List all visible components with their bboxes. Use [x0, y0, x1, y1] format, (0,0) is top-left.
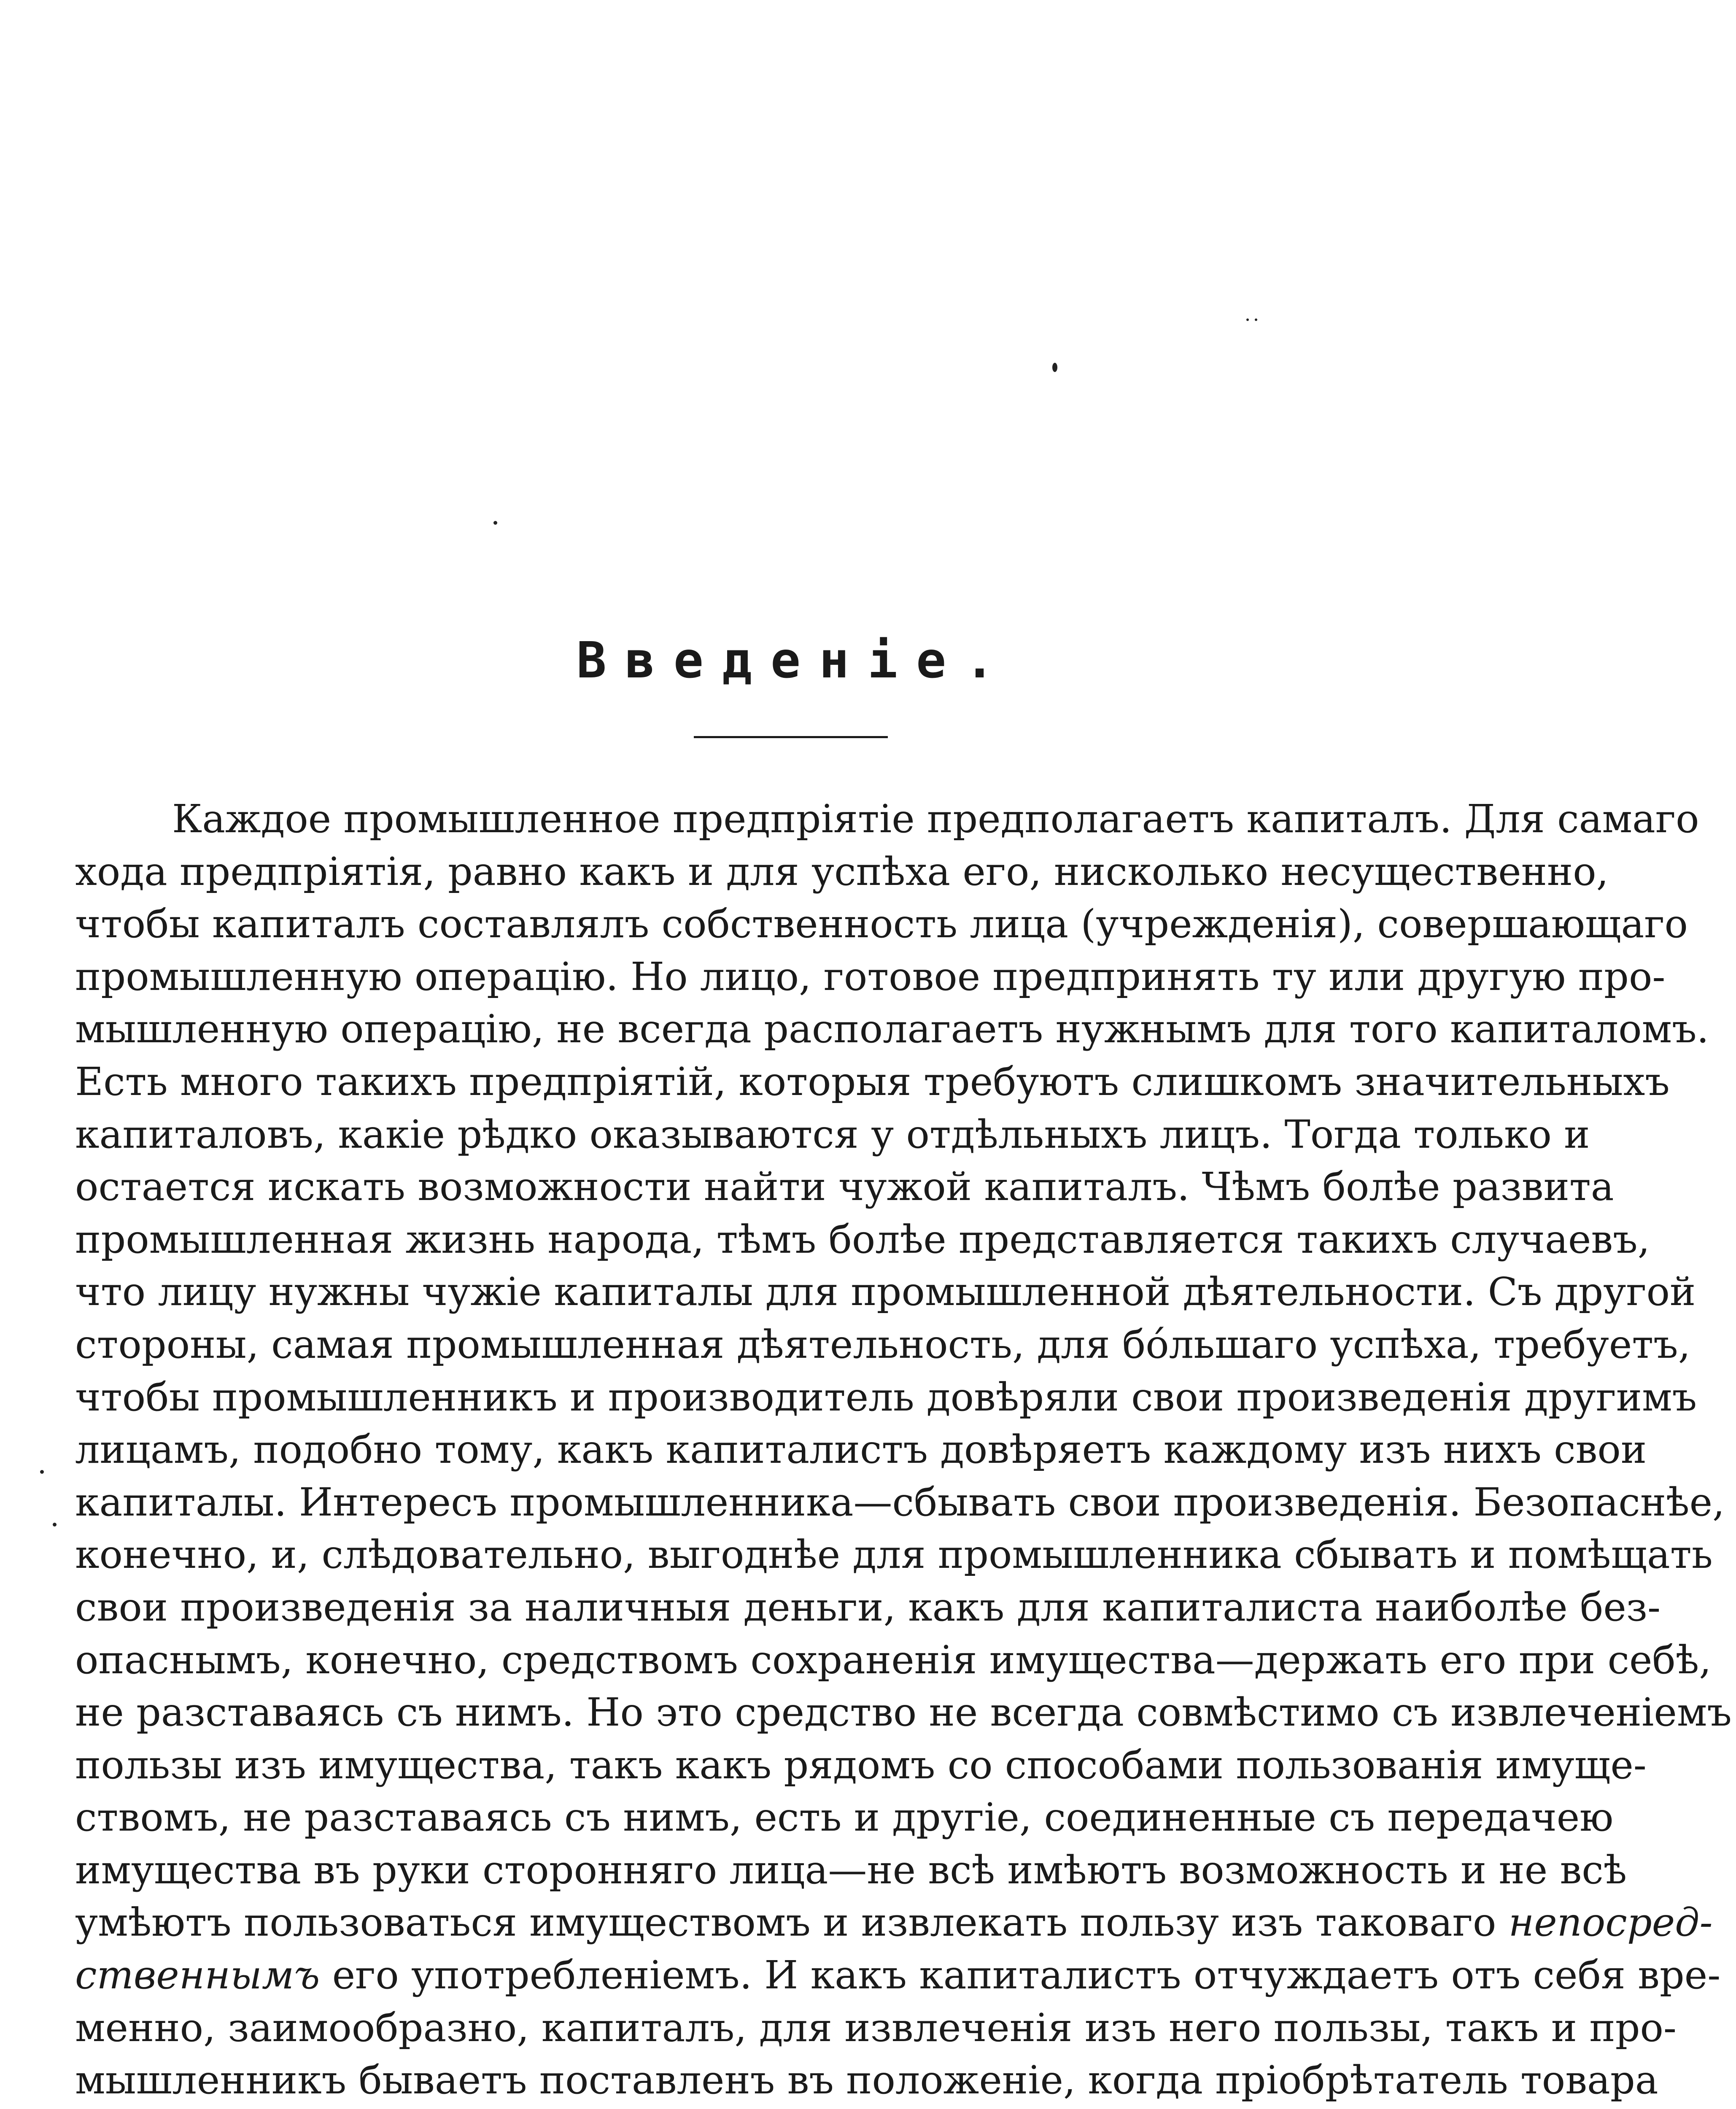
title-divider [694, 736, 888, 738]
page-title: Введеніе. [576, 631, 1014, 689]
text-line: конечно, и, слѣдовательно, выгоднѣе для промышленника сбывать и помѣщать [75, 1532, 1713, 1578]
text-line: остается искать возможности найти чужой капиталъ. Чѣмъ болѣе развита [75, 1164, 1614, 1210]
text-line: свои произведенія за наличныя деньги, какъ для капиталиста наиболѣе без- [75, 1584, 1661, 1630]
text-line: чтобы промышленникъ и производитель довѣряли свои произведенія другимъ [75, 1374, 1697, 1420]
text-line: опаснымъ, конечно, средствомъ сохраненія имущества—держать его при себѣ, [75, 1637, 1712, 1683]
text-line: стороны, самая промышленная дѣятельность, для бо́льшаго успѣха, требуетъ, [75, 1321, 1690, 1367]
text-line: мышленную операцію, не всегда располагаетъ нужнымъ для того капиталомъ. [75, 1006, 1709, 1052]
text-line [75, 2107, 1513, 2109]
text-line [75, 1896, 1713, 1949]
print-speck [53, 1523, 57, 1526]
text-line: имущества въ руки сторонняго лица—не всѣ имѣютъ возможность и не всѣ [75, 1847, 1627, 1893]
text-line: мышленникъ бываетъ поставленъ въ положеніе, когда пріобрѣтатель товара [75, 2058, 1658, 2103]
text-line: хода предпріятія, равно какъ и для успѣха его, нисколько несущественно, [75, 849, 1609, 894]
print-speck [1246, 318, 1249, 321]
text-line: промышленная жизнь народа, тѣмъ болѣе представляется такихъ случаевъ, [75, 1216, 1650, 1262]
text-line: Есть много такихъ предпріятій, которыя требуютъ слишкомъ значительныхъ [75, 1059, 1670, 1104]
print-speck [1052, 363, 1057, 372]
text-line: что лицу нужны чужіе капиталы для промышленной дѣятельности. Съ другой [75, 1269, 1696, 1315]
text-line: ствомъ, не разставаясь съ нимъ, есть и другіе, соединенные съ передачею [75, 1795, 1614, 1840]
print-speck [40, 1470, 44, 1474]
emphasized-text: ственнымъ [75, 1953, 320, 1998]
text-segment: его употребленіемъ. И какъ капиталистъ отчуждаетъ отъ себя вре- [320, 1953, 1721, 1998]
body-text [75, 793, 1732, 2109]
emphasized-text: непосред- [1508, 1900, 1713, 1945]
text-line: менно, заимообразно, капиталъ, для извлеченія изъ него пользы, такъ и про- [75, 2005, 1677, 2050]
text-line [75, 1949, 1721, 2002]
text-line: Каждое промышленное предпріятіе предполагаетъ капиталъ. Для самаго [172, 796, 1699, 841]
text-line: капиталы. Интересъ промышленника—сбывать свои произведенія. Безопаснѣе, [75, 1479, 1725, 1525]
text-line: капиталовъ, какіе рѣдко оказываются у отдѣльныхъ лицъ. Тогда только и [75, 1111, 1590, 1157]
text-segment: умѣютъ пользоваться имуществомъ и извлекать пользу изъ таковаго [75, 1900, 1509, 1945]
text-line: не разставаясь съ нимъ. Но это средство не всегда совмѣстимо съ извлеченіемъ [75, 1690, 1732, 1735]
text-line: лицамъ, подобно тому, какъ капиталистъ довѣряетъ каждому изъ нихъ свои [75, 1427, 1647, 1473]
text-line: чтобы капиталъ составлялъ собственность лица (учрежденія), совершающаго [75, 901, 1688, 947]
print-speck [1255, 318, 1257, 321]
text-line: пользы изъ имущества, такъ какъ рядомъ со способами пользованія имуще- [75, 1742, 1647, 1788]
print-speck [493, 521, 497, 525]
text-line: промышленную операцію. Но лицо, готовое предпринять ту или другую про- [75, 954, 1666, 999]
